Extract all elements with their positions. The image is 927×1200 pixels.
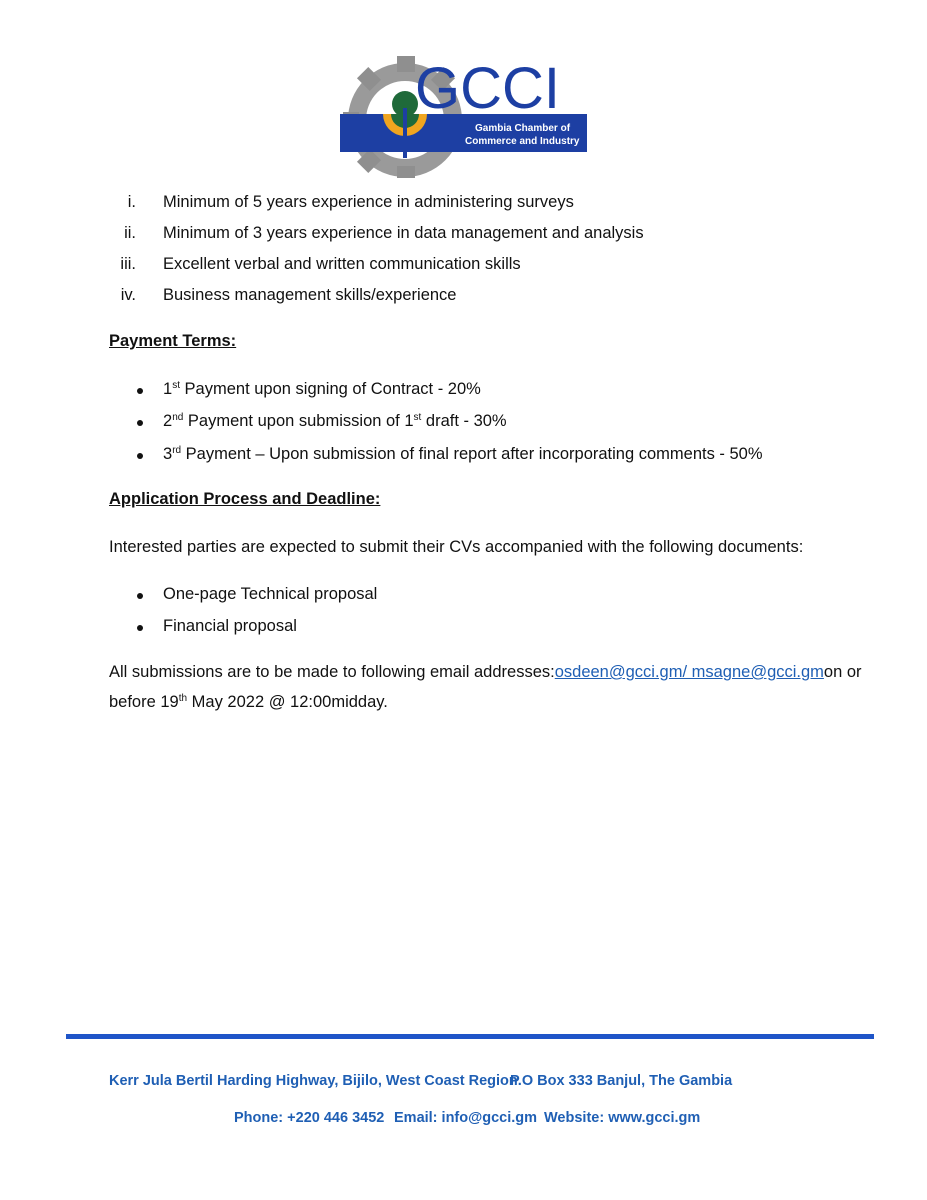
application-heading: Application Process and Deadline: bbox=[109, 490, 381, 508]
footer-website[interactable]: Website: www.gcci.gm bbox=[544, 1110, 701, 1126]
footer-email[interactable]: Email: info@gcci.gm bbox=[394, 1110, 538, 1126]
deadline-line: before 19th May 2022 @ 12:00midday. bbox=[109, 693, 388, 711]
submission-line: All submissions are to be made to following email addresses: osdeen@gcci.gm/ msagne@gcci.gm on or bbox=[109, 663, 862, 681]
application-intro: Interested parties are expected to submit their CVs accompanied with the following documents: bbox=[109, 538, 804, 556]
bullet-icon bbox=[137, 625, 143, 631]
bullet-icon bbox=[137, 420, 143, 426]
logo-subtitle-1: Gambia Chamber of bbox=[475, 123, 571, 134]
logo-acronym: GCCI bbox=[415, 56, 560, 121]
footer-phone: Phone: +220 446 3452 bbox=[234, 1110, 385, 1126]
footer-divider bbox=[66, 1034, 874, 1039]
bullet-icon bbox=[137, 388, 143, 394]
gcci-logo bbox=[335, 48, 595, 178]
footer-po-box: P.O Box 333 Banjul, The Gambia bbox=[510, 1073, 733, 1089]
payment-terms-heading: Payment Terms: bbox=[109, 332, 237, 350]
bullet-icon bbox=[137, 453, 143, 459]
email-link[interactable]: osdeen@gcci.gm/ msagne@gcci.gm bbox=[554, 663, 824, 681]
bullet-icon bbox=[137, 593, 143, 599]
logo-subtitle-2: Commerce and Industry bbox=[465, 136, 580, 147]
footer-address: Kerr Jula Bertil Harding Highway, Bijilo, West Coast Region bbox=[109, 1073, 518, 1089]
